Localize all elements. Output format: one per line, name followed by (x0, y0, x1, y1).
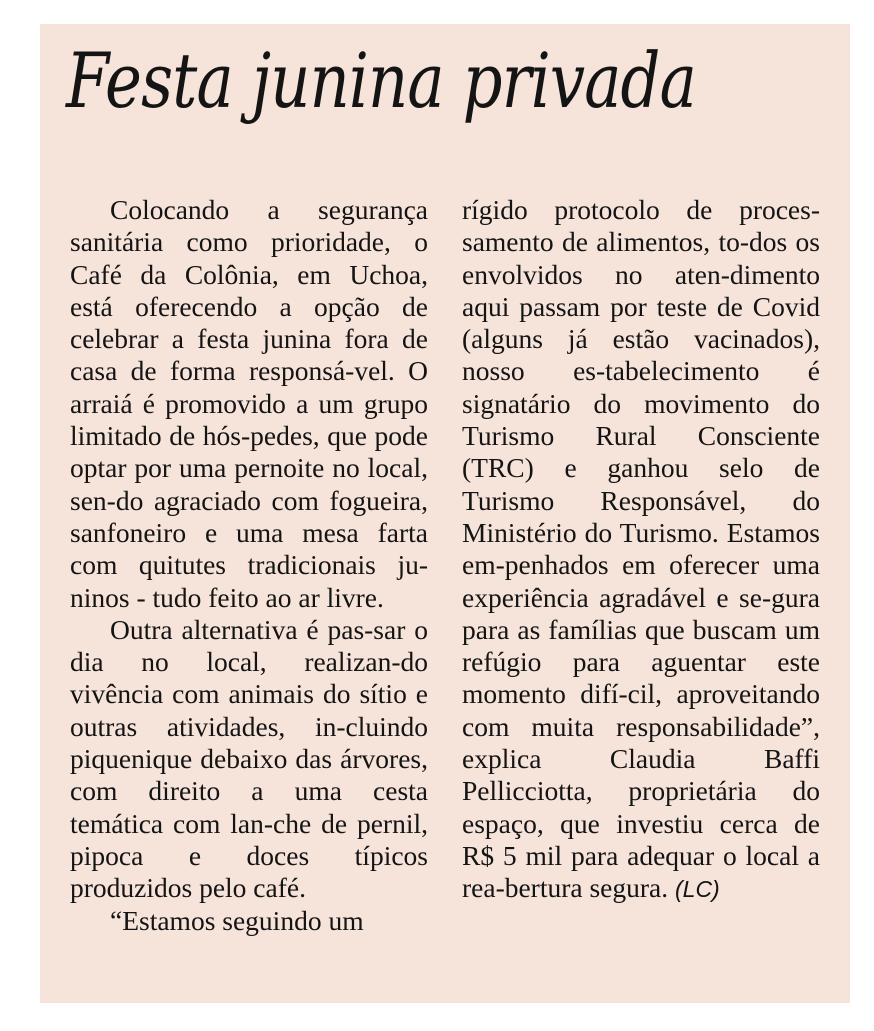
article-paragraph-3-continued (462, 194, 820, 906)
article-paragraph-3-text: rígido protocolo de proces-samento de alimentos, to-dos os envolvidos no aten-dimento aqui passam por teste de Covid (alguns já estão vacinados), nosso es-tabelecimento é signatário do movimento do Turismo Rural Consciente (TRC) e ganhou selo de Turismo Responsável, do Ministério do Turismo. Estamos em-penhados em oferecer uma experiência agradável e se-gura para as famílias que buscam um refúgio para aguentar este momento difí-cil, aproveitando com muita responsabilidade”, explica Claudia Baffi Pellicciotta, proprietária do espaço, que investiu cerca de R$ 5 mil para adequar o local a rea-bertura segura. (462, 194, 820, 904)
article-paragraph-1: Colocando a segurança sanitária como prioridade, o Café da Colônia, em Uchoa, está oferecendo a opção de celebrar a festa junina fora de casa de forma responsá-vel. O arraiá é promovido a um grupo limitado de hós-pedes, que pode optar por uma pernoite no local, sen-do agraciado com fogueira, sanfoneiro e uma mesa farta com quitutes tradicionais ju-ninos - tudo feito ao ar livre. (70, 194, 428, 613)
author-credit: (LC) (675, 876, 720, 903)
article-paragraph-3-start: “Estamos seguindo um (110, 904, 364, 936)
article-box (40, 24, 850, 1003)
article-column-right (462, 194, 820, 906)
article-title: Festa junina privada (66, 36, 696, 125)
article-column-left (70, 194, 428, 937)
article-paragraph-2: Outra alternativa é pas-sar o dia no local, realizan-do vivência com animais do sítio e outras atividades, in-cluindo piquenique debaixo das árvores, com direito a uma cesta temática com lan-che de pernil, pipoca e doces típicos produzidos pelo café. (70, 613, 428, 904)
